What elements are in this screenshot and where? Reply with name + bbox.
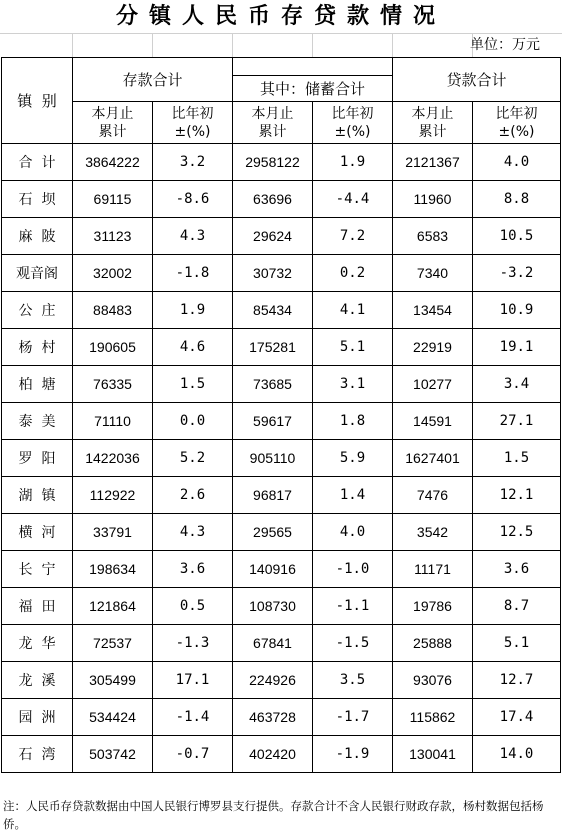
cell-deposit: 88483 — [73, 292, 153, 329]
cell-deposit: 69115 — [73, 181, 153, 218]
page-title: 分镇人民币存贷款情况 — [115, 4, 446, 29]
cell-deposit: 534424 — [73, 699, 153, 736]
cell-deposit: 121864 — [73, 588, 153, 625]
header-loan-total — [393, 58, 561, 102]
subheader-sav-pct — [313, 102, 393, 144]
cell-loan-pct: 12.5 — [473, 514, 561, 551]
cell-deposit-pct: -8.6 — [153, 181, 233, 218]
cell-savings: 224926 — [233, 662, 313, 699]
cell-loan: 13454 — [393, 292, 473, 329]
cell-savings-pct: -1.9 — [313, 736, 393, 773]
cell-deposit-pct: -1.8 — [153, 255, 233, 292]
table-row — [2, 662, 561, 699]
cell-town: 园 洲 — [2, 699, 73, 736]
cell-savings-pct: -1.1 — [313, 588, 393, 625]
cell-deposit-pct: 3.2 — [153, 144, 233, 181]
header-loan-total-label: 贷款合计 — [446, 71, 507, 89]
table-body — [2, 144, 561, 773]
cell-savings: 108730 — [233, 588, 313, 625]
subheader-line2: ±(%) — [174, 123, 211, 140]
cell-savings: 140916 — [233, 551, 313, 588]
table-row — [2, 403, 561, 440]
cell-deposit: 305499 — [73, 662, 153, 699]
cell-town: 福 田 — [2, 588, 73, 625]
header-town — [2, 58, 73, 144]
cell-deposit-pct: 4.6 — [153, 329, 233, 366]
cell-loan: 11171 — [393, 551, 473, 588]
cell-loan: 10277 — [393, 366, 473, 403]
header-town-label: 镇 别 — [17, 92, 57, 110]
table-row — [2, 699, 561, 736]
header-savings-label: 其中：储蓄合计 — [259, 80, 365, 98]
subheader-line2: ±(%) — [334, 123, 371, 140]
cell-savings: 2958122 — [233, 144, 313, 181]
table-row — [2, 625, 561, 662]
cell-deposit: 198634 — [73, 551, 153, 588]
cell-savings: 30732 — [233, 255, 313, 292]
subheader-line1: 比年初 — [495, 105, 538, 122]
cell-savings-pct: 1.8 — [313, 403, 393, 440]
cell-savings: 905110 — [233, 440, 313, 477]
cell-loan: 3542 — [393, 514, 473, 551]
cell-town: 罗 阳 — [2, 440, 73, 477]
cell-deposit: 503742 — [73, 736, 153, 773]
table-row — [2, 144, 561, 181]
cell-loan-pct: -3.2 — [473, 255, 561, 292]
cell-town: 龙 溪 — [2, 662, 73, 699]
cell-deposit-pct: 0.5 — [153, 588, 233, 625]
cell-town: 观音阁 — [2, 255, 73, 292]
subheader-line1: 本月止 — [251, 105, 294, 122]
cell-savings-pct: -1.0 — [313, 551, 393, 588]
table-row — [2, 218, 561, 255]
cell-savings-pct: -1.5 — [313, 625, 393, 662]
cell-savings-pct: 7.2 — [313, 218, 393, 255]
cell-savings-pct: 3.5 — [313, 662, 393, 699]
cell-loan-pct: 5.1 — [473, 625, 561, 662]
cell-loan-pct: 3.6 — [473, 551, 561, 588]
cell-loan-pct: 27.1 — [473, 403, 561, 440]
cell-loan: 7340 — [393, 255, 473, 292]
cell-deposit: 190605 — [73, 329, 153, 366]
cell-savings-pct: 5.9 — [313, 440, 393, 477]
cell-savings-pct: 1.4 — [313, 477, 393, 514]
cell-loan: 19786 — [393, 588, 473, 625]
table-row — [2, 477, 561, 514]
subheader-dep-pct — [153, 102, 233, 144]
cell-savings-pct: -1.7 — [313, 699, 393, 736]
table-row — [2, 329, 561, 366]
cell-savings: 29565 — [233, 514, 313, 551]
cell-loan-pct: 8.8 — [473, 181, 561, 218]
cell-savings: 85434 — [233, 292, 313, 329]
cell-deposit: 76335 — [73, 366, 153, 403]
cell-deposit: 72537 — [73, 625, 153, 662]
cell-town: 石 坝 — [2, 181, 73, 218]
subheader-loan-cum — [393, 102, 473, 144]
header-savings — [233, 76, 393, 102]
table-row — [2, 551, 561, 588]
cell-town: 杨 村 — [2, 329, 73, 366]
table-row — [2, 292, 561, 329]
cell-town: 泰 美 — [2, 403, 73, 440]
table-row — [2, 514, 561, 551]
cell-deposit: 1422036 — [73, 440, 153, 477]
cell-savings-pct: 5.1 — [313, 329, 393, 366]
cell-deposit-pct: -1.3 — [153, 625, 233, 662]
cell-deposit-pct: 3.6 — [153, 551, 233, 588]
cell-loan: 25888 — [393, 625, 473, 662]
cell-loan-pct: 14.0 — [473, 736, 561, 773]
cell-savings: 175281 — [233, 329, 313, 366]
cell-loan-pct: 1.5 — [473, 440, 561, 477]
subheader-sav-cum — [233, 102, 313, 144]
cell-loan-pct: 10.5 — [473, 218, 561, 255]
cell-deposit: 112922 — [73, 477, 153, 514]
cell-savings: 59617 — [233, 403, 313, 440]
table-row — [2, 366, 561, 403]
cell-deposit: 32002 — [73, 255, 153, 292]
subheader-line1: 本月止 — [411, 105, 454, 122]
cell-savings-pct: 1.9 — [313, 144, 393, 181]
cell-deposit-pct: -0.7 — [153, 736, 233, 773]
cell-savings-pct: 4.0 — [313, 514, 393, 551]
subheader-line2: 累计 — [258, 123, 287, 140]
cell-deposit: 71110 — [73, 403, 153, 440]
cell-savings-pct: 0.2 — [313, 255, 393, 292]
cell-loan: 22919 — [393, 329, 473, 366]
header-savings-spacer — [233, 58, 393, 76]
cell-loan: 7476 — [393, 477, 473, 514]
cell-deposit-pct: 5.2 — [153, 440, 233, 477]
cell-loan-pct: 3.4 — [473, 366, 561, 403]
cell-savings: 67841 — [233, 625, 313, 662]
cell-loan: 1627401 — [393, 440, 473, 477]
cell-loan: 14591 — [393, 403, 473, 440]
cell-deposit-pct: 4.3 — [153, 218, 233, 255]
cell-loan: 6583 — [393, 218, 473, 255]
subheader-row — [2, 102, 561, 144]
cell-town: 龙 华 — [2, 625, 73, 662]
cell-loan: 93076 — [393, 662, 473, 699]
cell-savings-pct: 4.1 — [313, 292, 393, 329]
header-deposit-total — [73, 58, 233, 102]
cell-deposit-pct: -1.4 — [153, 699, 233, 736]
cell-town: 湖 镇 — [2, 477, 73, 514]
table-row — [2, 588, 561, 625]
subheader-loan-pct — [473, 102, 561, 144]
cell-savings: 402420 — [233, 736, 313, 773]
cell-loan-pct: 4.0 — [473, 144, 561, 181]
cell-loan-pct: 8.7 — [473, 588, 561, 625]
cell-town: 麻 陂 — [2, 218, 73, 255]
cell-town: 柏 塘 — [2, 366, 73, 403]
subheader-dep-cum — [73, 102, 153, 144]
table-row — [2, 181, 561, 218]
deposit-loan-table — [1, 57, 561, 773]
subheader-line2: 累计 — [98, 123, 127, 140]
cell-deposit-pct: 17.1 — [153, 662, 233, 699]
header-deposit-total-label: 存款合计 — [122, 71, 183, 89]
subheader-line1: 本月止 — [91, 105, 134, 122]
subheader-line1: 比年初 — [171, 105, 214, 122]
cell-town: 石 湾 — [2, 736, 73, 773]
cell-deposit-pct: 0.0 — [153, 403, 233, 440]
cell-town: 横 河 — [2, 514, 73, 551]
cell-savings: 96817 — [233, 477, 313, 514]
cell-loan-pct: 12.7 — [473, 662, 561, 699]
cell-deposit: 31123 — [73, 218, 153, 255]
cell-deposit: 3864222 — [73, 144, 153, 181]
cell-deposit-pct: 1.9 — [153, 292, 233, 329]
cell-loan: 2121367 — [393, 144, 473, 181]
cell-deposit: 33791 — [73, 514, 153, 551]
cell-deposit-pct: 4.3 — [153, 514, 233, 551]
subheader-line2: ±(%) — [498, 123, 535, 140]
cell-deposit-pct: 1.5 — [153, 366, 233, 403]
cell-savings: 63696 — [233, 181, 313, 218]
cell-town: 公 庄 — [2, 292, 73, 329]
cell-loan-pct: 10.9 — [473, 292, 561, 329]
cell-deposit-pct: 2.6 — [153, 477, 233, 514]
cell-loan-pct: 12.1 — [473, 477, 561, 514]
cell-loan: 115862 — [393, 699, 473, 736]
cell-savings: 73685 — [233, 366, 313, 403]
subheader-line1: 比年初 — [331, 105, 374, 122]
cell-savings-pct: 3.1 — [313, 366, 393, 403]
cell-loan: 130041 — [393, 736, 473, 773]
cell-savings: 29624 — [233, 218, 313, 255]
cell-savings-pct: -4.4 — [313, 181, 393, 218]
table-row — [2, 736, 561, 773]
cell-loan-pct: 17.4 — [473, 699, 561, 736]
table-row — [2, 255, 561, 292]
unit-label: 单位：万元 — [470, 37, 540, 53]
cell-savings: 463728 — [233, 699, 313, 736]
cell-town: 长 宁 — [2, 551, 73, 588]
footnote: 注：人民币存贷款数据由中国人民银行博罗县支行提供。存款合计不含人民银行财政存款，杨村数据包括杨侨。 — [3, 799, 544, 831]
cell-town: 合 计 — [2, 144, 73, 181]
cell-loan-pct: 19.1 — [473, 329, 561, 366]
subheader-line2: 累计 — [418, 123, 447, 140]
cell-loan: 11960 — [393, 181, 473, 218]
table-row — [2, 440, 561, 477]
